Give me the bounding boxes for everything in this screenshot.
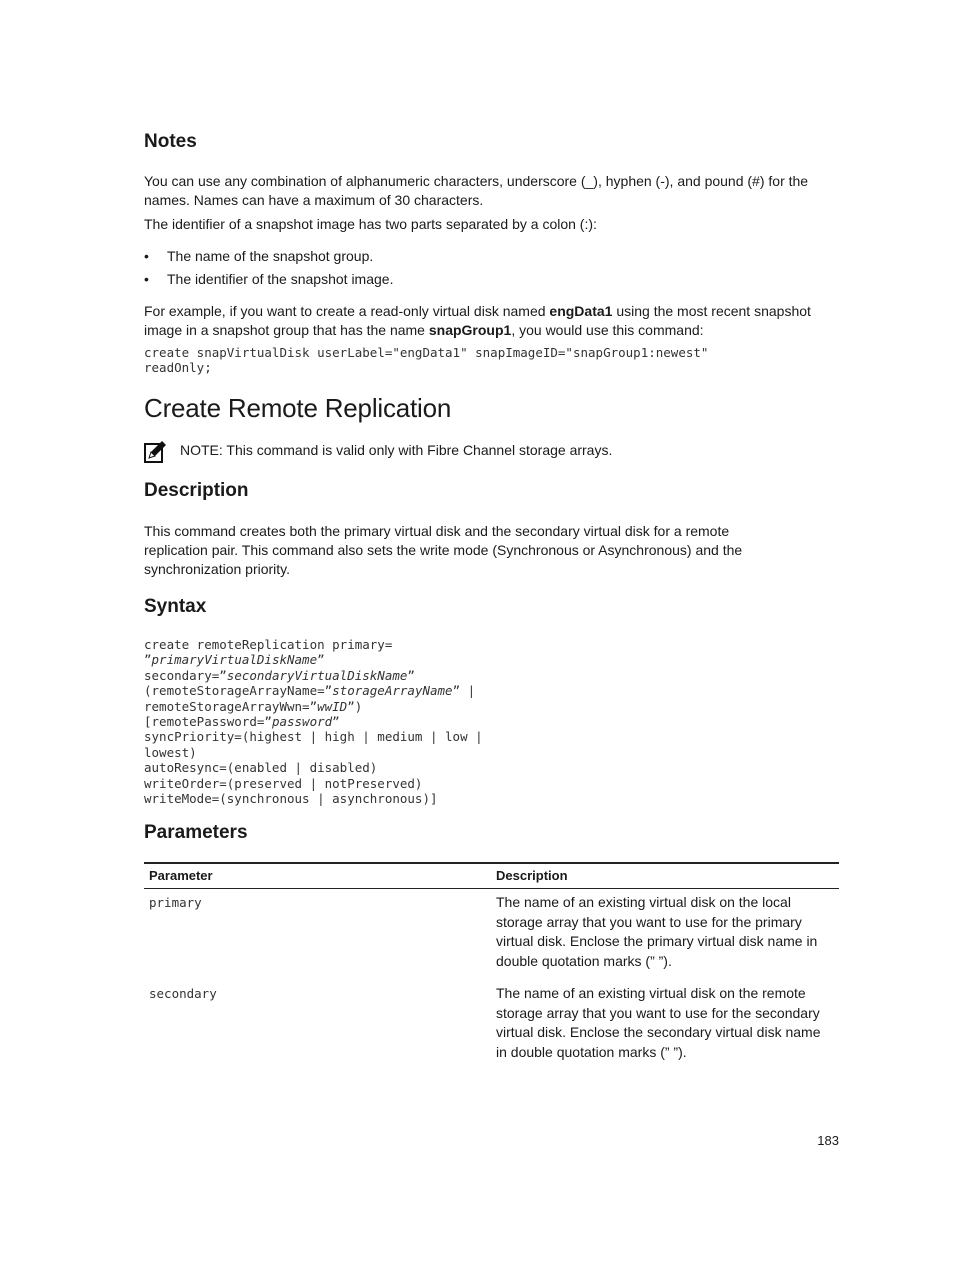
description-heading: Description: [144, 480, 249, 501]
syntax-heading: Syntax: [144, 596, 207, 617]
notes-heading: Notes: [144, 131, 197, 152]
section-title: Create Remote Replication: [144, 393, 452, 423]
notes-code-block: create snapVirtualDisk userLabel="engData1" snapImageID="snapGroup1:newest" readOnly;: [144, 345, 709, 376]
list-item: • The identifier of the snapshot image.: [144, 271, 394, 287]
column-header-parameter: Parameter: [144, 863, 491, 889]
notes-example-paragraph: For example, if you want to create a read-only virtual disk named engData1 using the most recent snapshot image in a snapshot group that has the name snapGroup1, you would use this command:: [144, 303, 811, 338]
notes-paragraph-2: The identifier of a snapshot image has two parts separated by a colon (:):: [144, 216, 597, 232]
bullet-icon: •: [144, 248, 149, 264]
notes-bullet-list: [144, 247, 834, 293]
parameters-table: [144, 862, 839, 1071]
parameter-name: secondary: [149, 986, 217, 1001]
list-item: • The name of the snapshot group.: [144, 248, 374, 264]
parameter-description: The name of an existing virtual disk on the remote storage array that you want to use for the secondary virtual disk. Enclose the secondary virtual disk name in double quotation marks (” ”).: [496, 985, 821, 1060]
column-header-description: Description: [491, 863, 839, 889]
note-pencil-icon: [144, 441, 166, 463]
parameter-name: primary: [149, 895, 202, 910]
syntax-code-block: create remoteReplication primary= ”primaryVirtualDiskName” secondary=”secondaryVirtualDiskName” (remoteStorageArrayName=”storageArrayName” | remoteStorageArrayWwn=”wwID”) [remotePassword=”password” syncPriority=(highest | high | medium | low | lowest) autoResync=(enabled | disabled) writeOrder=(preserved | notPreserved) writeMode=(synchronous | asynchronous)]: [144, 637, 483, 807]
table-row: [144, 980, 839, 1071]
table-header-row: [144, 863, 839, 889]
notes-paragraph-1: You can use any combination of alphanumeric characters, underscore (_), hyphen (-), and pound (#) for the names. Names can have a maximum of 30 characters.: [144, 173, 809, 208]
page-number: 183: [817, 1133, 839, 1148]
table-row: [144, 889, 839, 981]
parameter-description: The name of an existing virtual disk on the local storage array that you want to use for the primary virtual disk. Enclose the primary virtual disk name in double quotation marks (” ”).: [496, 894, 818, 969]
bullet-icon: •: [144, 271, 149, 287]
description-text: This command creates both the primary virtual disk and the secondary virtual disk for a remote replication pair. This command also sets the write mode (Synchronous or Asynchronous) and the synchronization priority.: [144, 523, 743, 577]
note-text: NOTE: This command is valid only with Fibre Channel storage arrays.: [180, 442, 613, 458]
parameters-heading: Parameters: [144, 822, 248, 843]
